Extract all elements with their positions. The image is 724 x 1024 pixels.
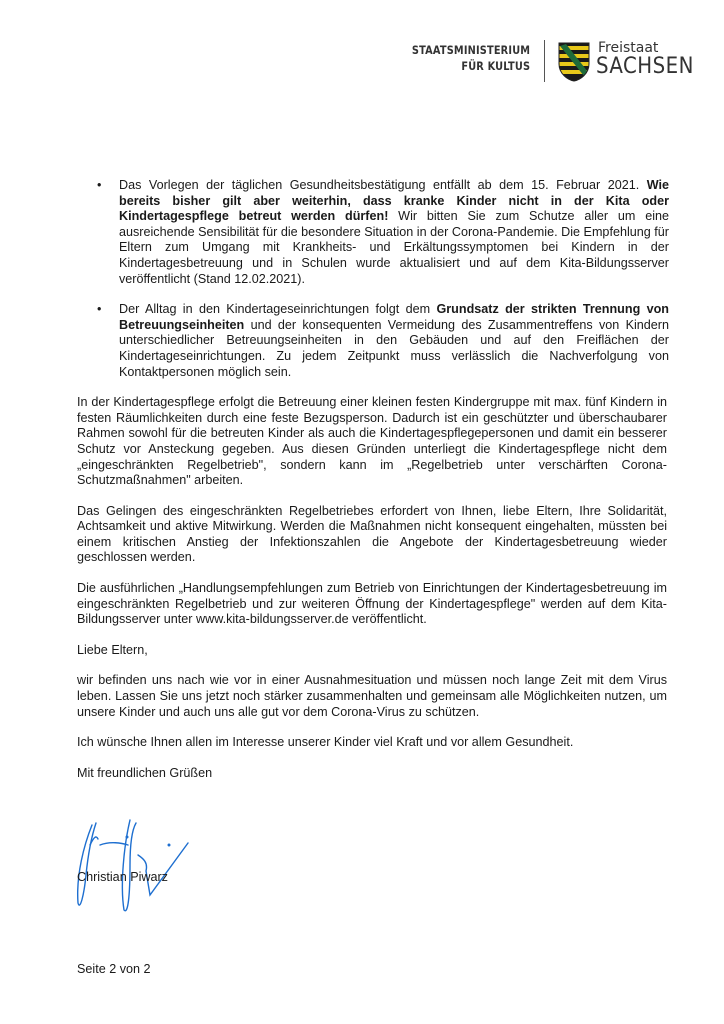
signature-icon	[70, 815, 220, 915]
ministry-name	[412, 42, 530, 74]
bullet-item	[97, 178, 669, 287]
bullet-text: Wir bitten Sie zum Schutze aller um eine ausreichende Sensibilität für die besondere Situation in der Corona-Pandemie. Die Empfehlung für Eltern zum Umgang mit Krankheits- und Erkältungssymptomen bei Kindern in der Kindertagesbetreuung und in Schulen wurde aktualisiert und auf dem Kita-Bildungsserver veröffentlicht (Stand 12.02.2021).	[119, 209, 669, 286]
state-name: SACHSEN	[596, 54, 694, 79]
letter-body	[77, 178, 667, 796]
paragraph-gelingen: Das Gelingen des eingeschränkten Regelbetriebes erfordert von Ihnen, liebe Eltern, Ihre Solidarität, Achtsamkeit und aktive Mitwirkung. Werden die Maßnahmen nicht konsequent eingehalten, müssten bei einem kritischen Anstieg der Infektionszahlen die Angebote der Kindertagesbetreuung wieder geschlossen werden.	[77, 503, 667, 565]
paragraph-kindertagespflege: In der Kindertagespflege erfolgt die Betreuung einer kleinen festen Kindergruppe mit max. fünf Kindern in festen Räumlichkeiten durch eine feste Bezugsperson. Dadurch ist ein geschützter und überschaubarer Rahmen sowohl für die betreuten Kinder als auch die Kindertagespflegepersonen und damit ein besserer Schutz vor Ansteckung gegeben. Aus diesen Gründen unterliegt die Kindertagespflege nicht dem „eingeschränkten Regelbetrieb", sondern kann im „Regelbetrieb unter verschärften Corona-Schutzmaßnahmen" arbeiten.	[77, 395, 667, 488]
bullet-item	[97, 302, 669, 380]
state-label: Freistaat	[598, 40, 659, 56]
closing: Mit freundlichen Grüßen	[77, 765, 213, 780]
paragraph-handlungsempfehlungen: Die ausführlichen „Handlungsempfehlungen zum Betrieb von Einrichtungen der Kindertagesbetreuung im eingeschränkten Regelbetrieb und zur weiteren Öffnung der Kindertagespflege" werden auf dem Kita-Bildungsserver unter www.kita-bildungsserver.de veröffentlicht.	[77, 581, 667, 627]
bullet-text: und der konsequenten Vermeidung des Zusammentreffens von Kindern unterschiedlicher Betreuungseinheiten in den Gebäuden und auf den Freiflächen der Kindertageseinrichtungen. Zu jedem Zeitpunkt muss verlässlich die Nachverfolgung von Kontaktpersonen möglich sein.	[119, 317, 669, 379]
bullet-text: Das Vorlegen der täglichen Gesundheitsbestätigung entfällt ab dem 15. Februar 2021.	[119, 178, 647, 192]
saxony-crest-icon	[558, 42, 590, 82]
signatory-name: Christian Piwarz	[77, 870, 168, 884]
header-divider	[544, 40, 545, 82]
letterhead	[411, 40, 720, 90]
salutation: Liebe Eltern,	[77, 642, 148, 657]
paragraph-ausnahmesituation: wir befinden uns nach wie vor in einer Ausnahmesituation und müssen noch lange Zeit mit dem Virus leben. Lassen Sie uns jetzt noch stärker zusammenhalten und gemeinsam alle Möglichkeiten nutzen, um unsere Kinder und auch uns alle gut vor dem Corona-Virus zu schützen.	[77, 673, 667, 719]
bullet-text: Der Alltag in den Kindertageseinrichtungen folgt dem	[119, 302, 437, 317]
page-number: Seite 2 von 2	[77, 962, 151, 976]
bullet-bold-text: Grundsatz der strikten Trennung von Betreuungseinheiten	[119, 302, 669, 332]
paragraph-wishes: Ich wünsche Ihnen allen im Interesse unserer Kinder viel Kraft und vor allem Gesundheit.	[77, 735, 574, 750]
bullet-bold-text: Wie bereits bisher gilt aber weiterhin, dass kranke Kinder nicht in der Kita oder Kindertagespflege betreut werden dürfen!	[119, 178, 669, 224]
ministry-line-2: FÜR KULTUS	[461, 59, 530, 73]
ministry-line-1: STAATSMINISTERIUM	[411, 43, 530, 57]
